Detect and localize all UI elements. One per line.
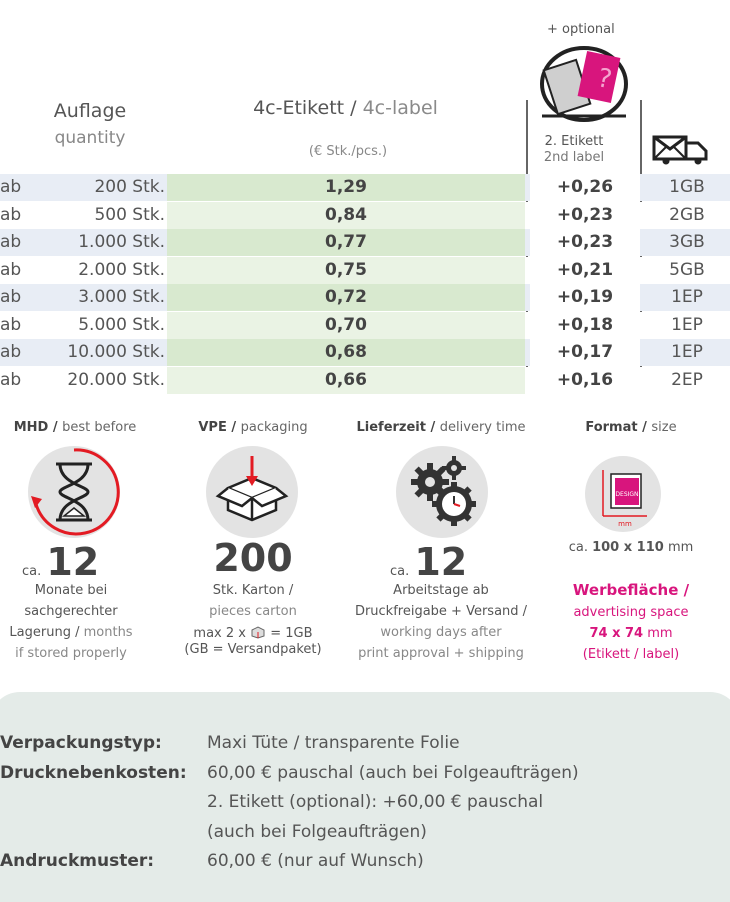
mhd-line1: Monate bei bbox=[34, 583, 108, 598]
table-row bbox=[0, 229, 730, 256]
row-ab: ab bbox=[0, 232, 22, 252]
row-quantity: 2.000 Stk. bbox=[78, 259, 165, 280]
vpe-line2: pieces carton bbox=[209, 604, 297, 619]
row-ab: ab bbox=[0, 204, 22, 225]
row-ab: ab bbox=[0, 259, 22, 280]
table-row bbox=[0, 257, 730, 284]
row-shipping: 1EP bbox=[671, 287, 703, 307]
row-ab: ab bbox=[0, 287, 22, 307]
table-row bbox=[0, 202, 730, 229]
row-quantity: 10.000 Stk. bbox=[67, 342, 165, 362]
vpe-line3-post: = 1GB bbox=[270, 626, 313, 641]
format-adv-en: advertising space bbox=[573, 605, 689, 620]
format-title-de: Format / bbox=[585, 420, 647, 435]
format-adv-text bbox=[556, 580, 706, 665]
detail-value: 2. Etikett (optional): +60,00 € pauschal bbox=[207, 792, 544, 812]
mhd-number: 12 bbox=[46, 540, 100, 584]
row-ab: ab bbox=[0, 314, 22, 335]
quantity-header bbox=[45, 98, 135, 152]
row-second-label-price: +0,26 bbox=[530, 174, 640, 201]
mm-label: mm bbox=[618, 520, 632, 528]
row-second-label-price: +0,18 bbox=[530, 312, 640, 339]
table-row bbox=[0, 367, 730, 394]
format-adv-note: (Etikett / label) bbox=[582, 647, 680, 662]
table-row bbox=[0, 339, 730, 366]
envelope-truck-icon bbox=[652, 133, 710, 165]
format-size-pre: ca. bbox=[568, 540, 588, 555]
vpe-line4: (GB = Versandpaket) bbox=[184, 642, 322, 657]
row-second-label-price: +0,23 bbox=[530, 202, 640, 229]
box-icon bbox=[206, 446, 298, 538]
row-shipping: 1EP bbox=[671, 342, 703, 362]
row-ab: ab bbox=[0, 177, 22, 197]
row-quantity: 1.000 Stk. bbox=[78, 232, 165, 252]
row-shipping: 1GB bbox=[669, 177, 705, 197]
format-adv-size: 74 x 74 bbox=[589, 626, 644, 641]
row-second-label-price: +0,19 bbox=[530, 284, 640, 311]
unit-header: (€ Stk./pcs.) bbox=[308, 144, 388, 159]
delivery-value bbox=[390, 540, 467, 584]
row-price: 0,66 bbox=[167, 367, 525, 394]
row-price: 0,68 bbox=[167, 339, 525, 366]
vpe-number: 200 bbox=[213, 536, 293, 580]
price-header-de: 4c-Etikett / bbox=[253, 97, 357, 119]
quantity-header-en: quantity bbox=[54, 128, 126, 148]
row-quantity: 500 Stk. bbox=[94, 204, 165, 225]
labels-icon bbox=[540, 46, 628, 122]
delivery-ca: ca. bbox=[390, 564, 410, 579]
table-row bbox=[0, 312, 730, 339]
row-price: 0,75 bbox=[167, 257, 525, 284]
delivery-line3: working days after bbox=[380, 625, 502, 640]
format-size-value: 100 x 110 bbox=[592, 540, 664, 555]
row-shipping: 2EP bbox=[671, 369, 703, 390]
row-price: 0,70 bbox=[167, 312, 525, 339]
delivery-title-en: delivery time bbox=[439, 420, 526, 435]
label-size-icon bbox=[585, 456, 661, 532]
format-adv-de: Werbefläche / bbox=[572, 581, 690, 599]
row-quantity: 5.000 Stk. bbox=[78, 314, 165, 335]
vpe-title-en: packaging bbox=[240, 420, 308, 435]
mhd-line2: sachgerechter bbox=[24, 604, 118, 619]
second-label-header bbox=[528, 134, 620, 166]
delivery-title-de: Lieferzeit / bbox=[356, 420, 436, 435]
price-header-en: 4c-label bbox=[362, 97, 438, 119]
row-second-label-price: +0,21 bbox=[530, 257, 640, 284]
mhd-title bbox=[0, 420, 150, 435]
format-adv-unit: mm bbox=[647, 626, 673, 641]
row-shipping: 1EP bbox=[671, 314, 703, 335]
hourglass-icon bbox=[28, 446, 120, 538]
mhd-title-en: best before bbox=[62, 420, 137, 435]
delivery-line4: print approval + shipping bbox=[358, 646, 524, 661]
delivery-text bbox=[336, 580, 546, 664]
row-second-label-price: +0,23 bbox=[530, 229, 640, 256]
format-title bbox=[556, 420, 706, 435]
quantity-header-de: Auflage bbox=[53, 100, 127, 122]
delivery-line1: Arbeitstage ab bbox=[393, 583, 489, 598]
price-header bbox=[238, 97, 453, 119]
row-quantity: 20.000 Stk. bbox=[67, 369, 165, 390]
row-second-label-price: +0,17 bbox=[530, 339, 640, 366]
mhd-text bbox=[0, 580, 142, 664]
delivery-number: 12 bbox=[414, 540, 468, 584]
row-shipping: 3GB bbox=[669, 232, 705, 252]
detail-value: 60,00 € (nur auf Wunsch) bbox=[207, 851, 424, 871]
svg-text:?: ? bbox=[594, 63, 615, 96]
small-box-icon bbox=[250, 625, 266, 639]
optional-label: + optional bbox=[547, 22, 615, 37]
row-price: 0,84 bbox=[167, 202, 525, 229]
vpe-title bbox=[178, 420, 328, 435]
row-ab: ab bbox=[0, 342, 22, 362]
vpe-line3-pre: max 2 x bbox=[193, 626, 246, 641]
mhd-value bbox=[22, 540, 99, 584]
detail-label: Andruckmuster: bbox=[0, 851, 155, 871]
row-quantity: 3.000 Stk. bbox=[78, 287, 165, 307]
table-row bbox=[0, 174, 730, 201]
detail-value: (auch bei Folgeaufträgen) bbox=[207, 821, 427, 842]
design-label: DESIGN bbox=[615, 491, 639, 498]
mhd-line4: if stored properly bbox=[15, 646, 127, 661]
row-shipping: 5GB bbox=[669, 259, 705, 280]
format-title-en: size bbox=[651, 420, 677, 435]
mhd-line3-de: Lagerung / bbox=[9, 625, 80, 640]
detail-value: 60,00 € pauschal (auch bei Folgeaufträgen) bbox=[207, 762, 579, 783]
mhd-title-de: MHD / bbox=[13, 420, 58, 435]
delivery-line2: Druckfreigabe + Versand / bbox=[354, 604, 528, 619]
row-shipping: 2GB bbox=[669, 204, 705, 225]
format-size bbox=[556, 540, 706, 555]
second-label-en: 2nd label bbox=[543, 150, 605, 165]
gears-clock-icon bbox=[396, 446, 488, 538]
detail-label: Drucknebenkosten: bbox=[0, 762, 187, 783]
row-second-label-price: +0,16 bbox=[530, 367, 640, 394]
row-price: 0,77 bbox=[167, 229, 525, 256]
delivery-title bbox=[346, 420, 536, 435]
vpe-text bbox=[178, 580, 328, 658]
detail-value: Maxi Tüte / transparente Folie bbox=[207, 733, 460, 753]
mhd-ca: ca. bbox=[22, 564, 42, 579]
row-price: 1,29 bbox=[167, 174, 525, 201]
row-ab: ab bbox=[0, 369, 22, 390]
detail-label: Verpackungstyp: bbox=[0, 733, 162, 753]
second-label-de: 2. Etikett bbox=[544, 134, 604, 149]
mhd-line3-en: months bbox=[83, 625, 133, 640]
table-row bbox=[0, 284, 730, 311]
vpe-title-de: VPE / bbox=[198, 420, 237, 435]
format-size-unit: mm bbox=[667, 540, 694, 555]
vpe-line1: Stk. Karton / bbox=[212, 583, 294, 598]
row-quantity: 200 Stk. bbox=[94, 177, 165, 197]
row-price: 0,72 bbox=[167, 284, 525, 311]
